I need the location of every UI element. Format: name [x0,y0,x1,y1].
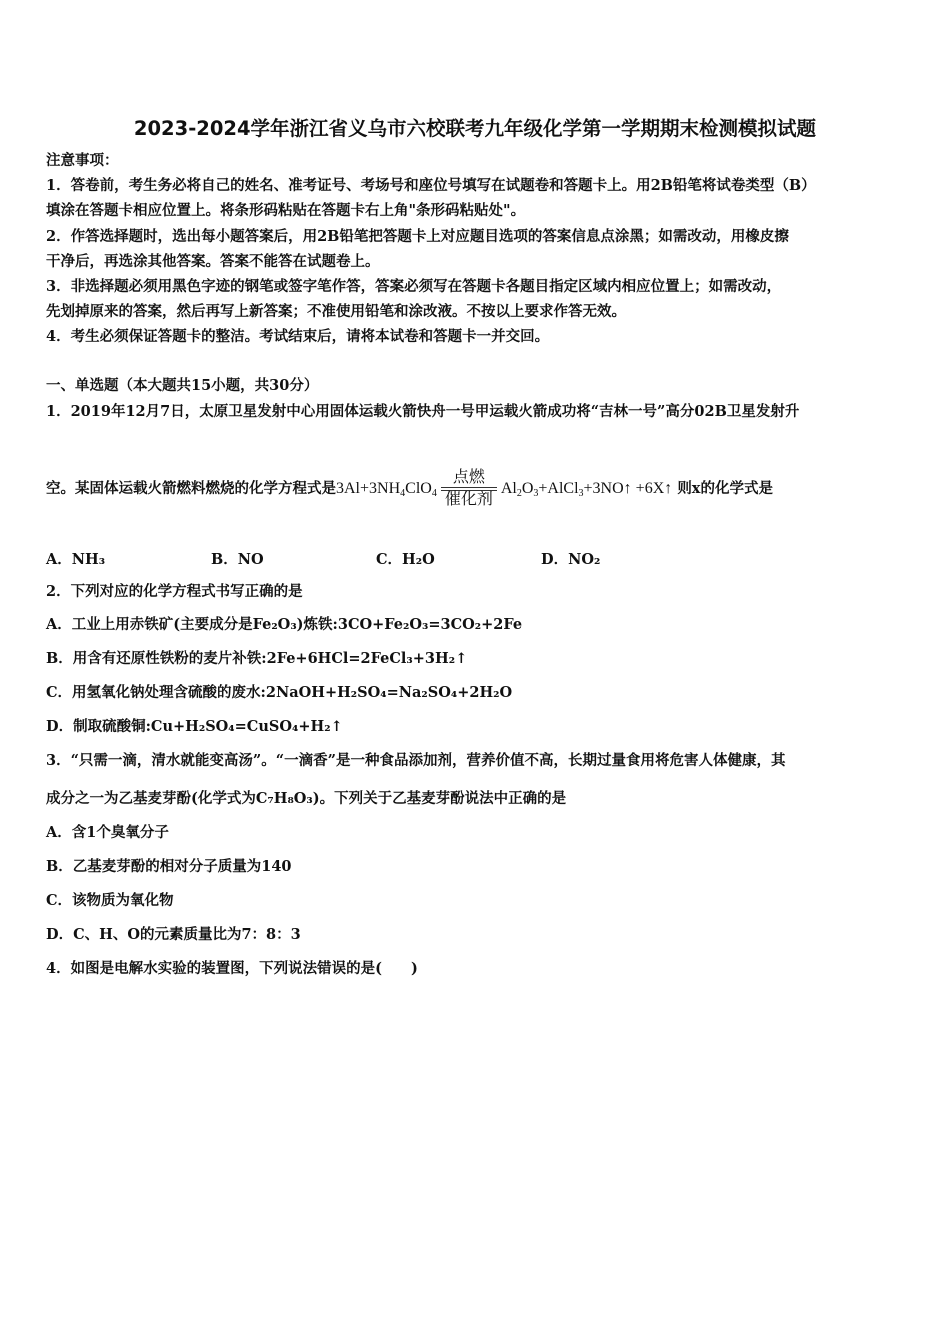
eq-sub: 2 [516,488,522,499]
notice-line-3: 2．作答选择题时，选出每小题答案后，用2B铅笔把答题卡上对应题目选项的答案信息点涂黑；如需改动，用橡皮擦 [46,228,789,245]
section-heading: 一、单选题（本大题共15小题，共30分） [46,377,319,394]
eq-product-3: +3NO↑ +6X↑ [583,480,673,497]
q3-option-c: C．该物质为氧化物 [46,892,174,909]
reaction-condition [441,469,497,509]
condition-bottom: 催化剂 [444,491,493,509]
eq-product-1: Al [500,480,517,497]
q3-option-b: B．乙基麦芽酚的相对分子质量为140 [46,858,292,875]
q1-stem-pre: 空。某固体运载火箭燃料燃烧的化学方程式是 [46,480,336,497]
q3-option-d: D．C、H、O的元素质量比为7：8：3 [46,926,301,943]
notice-heading: 注意事项： [46,152,119,169]
q1-stem-line-1: 1．2019年12月7日，太原卫星发射中心用固体运载火箭快舟一号甲运载火箭成功将“吉林一号”高分02B卫星发射升 [46,403,800,420]
q2-option-c: C．用氢氧化钠处理含硫酸的废水:2NaOH+H₂SO₄=Na₂SO₄+2H₂O [46,684,513,701]
eq-sub: 3 [533,488,539,499]
q3-option-a: A．含1个臭氧分子 [46,824,169,841]
q2-option-d: D．制取硫酸铜:Cu+H₂SO₄=CuSO₄+H₂↑ [46,718,343,735]
notice-line-6: 先划掉原来的答案，然后再写上新答案；不准使用铅笔和涂改液。不按以上要求作答无效。 [46,303,626,320]
q1-stem-line-2 [46,466,773,517]
q3-stem-line-1: 3．“只需一滴，清水就能变高汤”。“一滴香”是一种食品添加剂，营养价值不高，长期过量食用将危害人体健康，其 [46,752,786,769]
q1-stem-post: 则x的化学式是 [677,480,773,497]
q4-stem: 4．如图是电解水实验的装置图，下列说法错误的是( ) [46,960,418,977]
q3-stem-line-2: 成分之一为乙基麦芽酚(化学式为C₇H₈O₃)。下列关于乙基麦芽酚说法中正确的是 [46,790,567,807]
eq-sub: 3 [578,488,584,499]
eq-product-1b: O [521,480,534,497]
eq-reactant-2: ClO [405,480,432,497]
eq-sub: 4 [431,488,437,499]
notice-line-4: 干净后，再选涂其他答案。答案不能答在试题卷上。 [46,253,380,270]
reaction-equation [336,469,673,509]
q2-option-b: B．用含有还原性铁粉的麦片补铁:2Fe+6HCl=2FeCl₃+3H₂↑ [46,650,468,667]
eq-sub: 4 [400,488,406,499]
q1-option-b: B．NO [211,551,264,568]
q2-option-a: A．工业上用赤铁矿(主要成分是Fe₂O₃)炼铁:3CO+Fe₂O₃=3CO₂+2Fe [46,616,523,633]
eq-reactant-1: 3Al+3NH [336,480,401,497]
notice-line-5: 3．非选择题必须用黑色字迹的钢笔或签字笔作答，答案必须写在答题卡各题目指定区域内相应位置上；如需改动， [46,278,782,295]
q1-option-a: A．NH₃ [46,551,106,568]
q2-stem: 2．下列对应的化学方程式书写正确的是 [46,583,303,600]
notice-line-7: 4．考生必须保证答题卡的整洁。考试结束后，请将本试卷和答题卡一并交回。 [46,328,550,345]
condition-top: 点燃 [452,469,485,487]
q1-option-c: C．H₂O [376,551,435,568]
notice-line-2: 填涂在答题卡相应位置上。将条形码粘贴在答题卡右上角"条形码粘贴处"。 [46,202,526,219]
notice-line-1: 1．答卷前，考生务必将自己的姓名、准考证号、考场号和座位号填写在试题卷和答题卡上。用2B铅笔将试卷类型（B） [46,177,816,194]
q1-option-d: D．NO₂ [541,551,601,568]
page-title: 2023-2024学年浙江省义乌市六校联考九年级化学第一学期期末检测模拟试题 [133,117,817,140]
eq-product-2: +AlCl [538,480,579,497]
